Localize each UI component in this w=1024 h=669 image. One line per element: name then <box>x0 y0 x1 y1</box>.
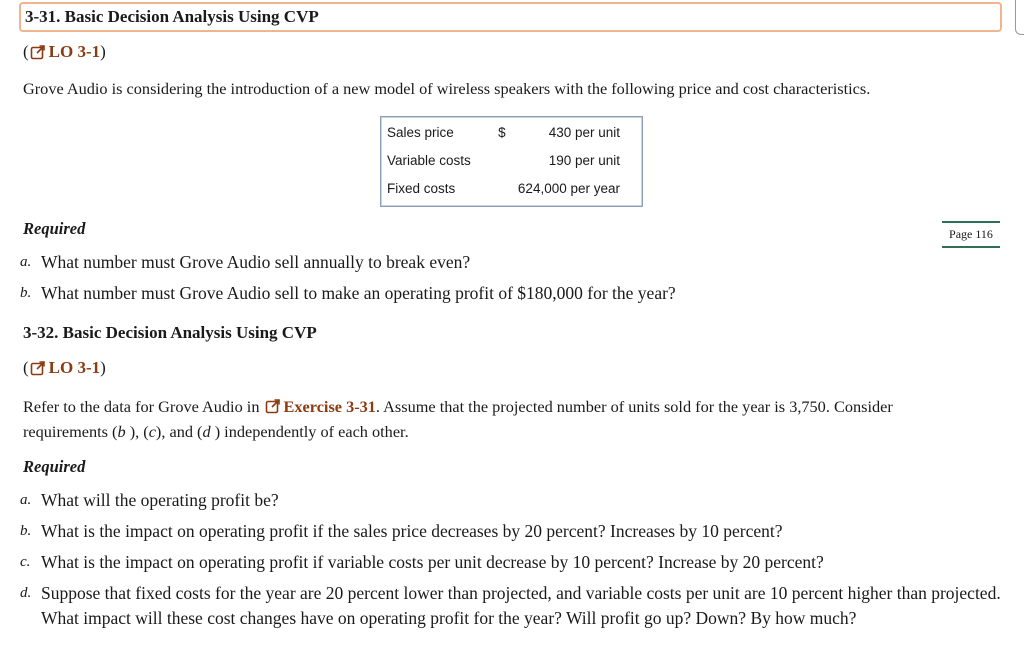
item-letter: a. <box>20 492 32 508</box>
lo-3-1-link[interactable]: LO 3-1 <box>48 42 101 61</box>
list-item <box>20 581 1005 631</box>
table-row <box>381 146 642 174</box>
page-number-badge: Page 116 <box>942 221 1000 248</box>
exercise-3-31-learning-objective <box>23 42 106 62</box>
exercise-3-31-link[interactable]: Exercise 3-31 <box>283 397 376 416</box>
table-row <box>381 118 642 146</box>
item-letter: d. <box>20 585 32 601</box>
intro-text: . Assume that the projected number of units sold for the year is 3,750. Consider <box>375 397 893 416</box>
lo-close-paren: ) <box>100 358 106 377</box>
exercise-3-32-learning-objective <box>23 358 106 378</box>
item-letter: c. <box>20 554 31 570</box>
item-text: What will the operating profit be? <box>41 490 279 510</box>
lo-open-paren: ( <box>23 42 29 61</box>
item-text: Suppose that fixed costs for the year are 20 percent lower than projected, and variable costs per unit are 10 percent higher than projected. What impact will these cost changes have on operating profit for the year? Will profit go up? Down? By how much? <box>41 583 1001 628</box>
exercise-3-32-title: 3-32. Basic Decision Analysis Using CVP <box>23 323 317 342</box>
intro-text: Refer to the data for Grove Audio in <box>23 397 264 416</box>
item-letter: b. <box>20 523 32 539</box>
list-item <box>20 281 1005 306</box>
external-link-icon[interactable] <box>265 398 281 414</box>
exercise-3-31-title: 3-31. Basic Decision Analysis Using CVP <box>25 7 319 26</box>
exercise-3-31-required-heading: Required <box>23 219 86 238</box>
row-label: Fixed costs <box>387 180 456 196</box>
row-label: Variable costs <box>387 152 471 168</box>
lo-close-paren: ) <box>100 42 106 61</box>
currency-symbol: $ <box>498 124 506 140</box>
external-link-icon[interactable] <box>30 360 46 376</box>
item-text: What is the impact on operating profit if the sales price decreases by 20 percent? Increases by 10 percent? <box>41 521 783 541</box>
item-text: What number must Grove Audio sell to make an operating profit of $180,000 for the year? <box>41 283 676 303</box>
exercise-3-31-heading-box <box>19 2 1002 32</box>
list-item <box>20 550 1005 575</box>
list-item <box>20 488 1005 513</box>
row-amount: 190 per unit <box>548 152 620 168</box>
right-panel-edge <box>1015 0 1024 35</box>
row-amount: 430 per unit <box>548 124 620 140</box>
currency-symbol <box>498 146 512 174</box>
list-item <box>20 250 1005 275</box>
lo-open-paren: ( <box>23 358 29 377</box>
intro-text: ) independently of each other. <box>210 422 409 441</box>
item-letter: b. <box>20 285 32 301</box>
table-row <box>381 174 642 202</box>
list-item <box>20 519 1005 544</box>
requirement-b-ref: b <box>117 422 126 441</box>
intro-text: ), and ( <box>155 422 203 441</box>
row-label: Sales price <box>387 124 454 140</box>
item-text: What number must Grove Audio sell annually to break even? <box>41 252 471 272</box>
exercise-3-32-required-heading: Required <box>23 457 86 476</box>
intro-text: ), ( <box>125 422 149 441</box>
row-amount: 624,000 per year <box>517 180 620 196</box>
currency-symbol <box>498 174 512 202</box>
item-letter: a. <box>20 254 32 270</box>
requirement-d-ref: d <box>202 422 211 441</box>
external-link-icon[interactable] <box>30 44 46 60</box>
item-text: What is the impact on operating profit if variable costs per unit decrease by 10 percent? Increase by 20 percent? <box>41 552 824 572</box>
exercise-3-31-intro: Grove Audio is considering the introduction of a new model of wireless speakers with the following price and cost characteristics. <box>23 79 871 98</box>
lo-3-1-link[interactable]: LO 3-1 <box>48 358 101 377</box>
cost-data-table <box>380 116 643 207</box>
exercise-3-32-intro <box>23 394 1003 444</box>
requirement-c-ref: c <box>148 422 156 441</box>
intro-text: requirements ( <box>23 422 118 441</box>
